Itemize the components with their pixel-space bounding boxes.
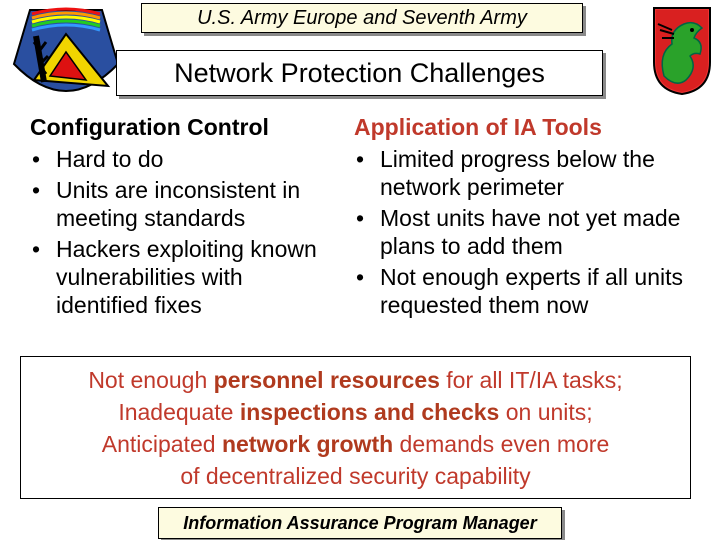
configuration-control-column xyxy=(30,112,340,319)
bullet-icon: • xyxy=(356,205,365,231)
bullet-icon: • xyxy=(356,264,365,290)
green-dragon-patch-icon xyxy=(650,4,714,96)
list-item: • Units are inconsistent in meeting standards xyxy=(32,177,301,231)
configuration-control-heading: Configuration Control xyxy=(30,114,269,140)
org-banner-text: U.S. Army Europe and Seventh Army xyxy=(197,6,527,29)
footer-banner xyxy=(158,507,562,539)
slide-title: Network Protection Challenges xyxy=(174,57,545,88)
summary-emphasis: network growth xyxy=(221,431,394,457)
bullet-icon: • xyxy=(32,146,41,172)
configuration-control-list xyxy=(30,145,340,319)
bullet-icon: • xyxy=(356,146,365,172)
summary-emphasis: personnel resources xyxy=(213,367,440,393)
org-banner xyxy=(141,3,583,33)
summary-line: Inadequate inspections and checks on units; xyxy=(118,399,593,425)
ia-tools-column xyxy=(354,112,714,319)
list-item: • Hackers exploiting known vulnerabilities with identified fixes xyxy=(32,236,317,318)
summary-emphasis: inspections and checks xyxy=(239,399,500,425)
list-item: • Not enough experts if all units requested them now xyxy=(356,264,684,318)
bullet-icon: • xyxy=(32,236,41,262)
bullet-icon: • xyxy=(32,177,41,203)
list-item: • Hard to do xyxy=(32,146,164,172)
ia-tools-list xyxy=(354,145,714,319)
summary-line: Not enough personnel resources for all IT/IA tasks; xyxy=(88,367,623,393)
usareur-shield-icon xyxy=(10,6,122,106)
list-item: • Limited progress below the network perimeter xyxy=(356,146,655,200)
summary-line: of decentralized security capability xyxy=(180,463,531,489)
ia-tools-heading: Application of IA Tools xyxy=(354,114,602,140)
summary-box xyxy=(20,356,691,499)
slide-title-box xyxy=(116,50,603,96)
footer-text: Information Assurance Program Manager xyxy=(183,512,537,533)
summary-line: Anticipated network growth demands even more xyxy=(101,431,610,457)
list-item: • Most units have not yet made plans to add them xyxy=(356,205,681,259)
